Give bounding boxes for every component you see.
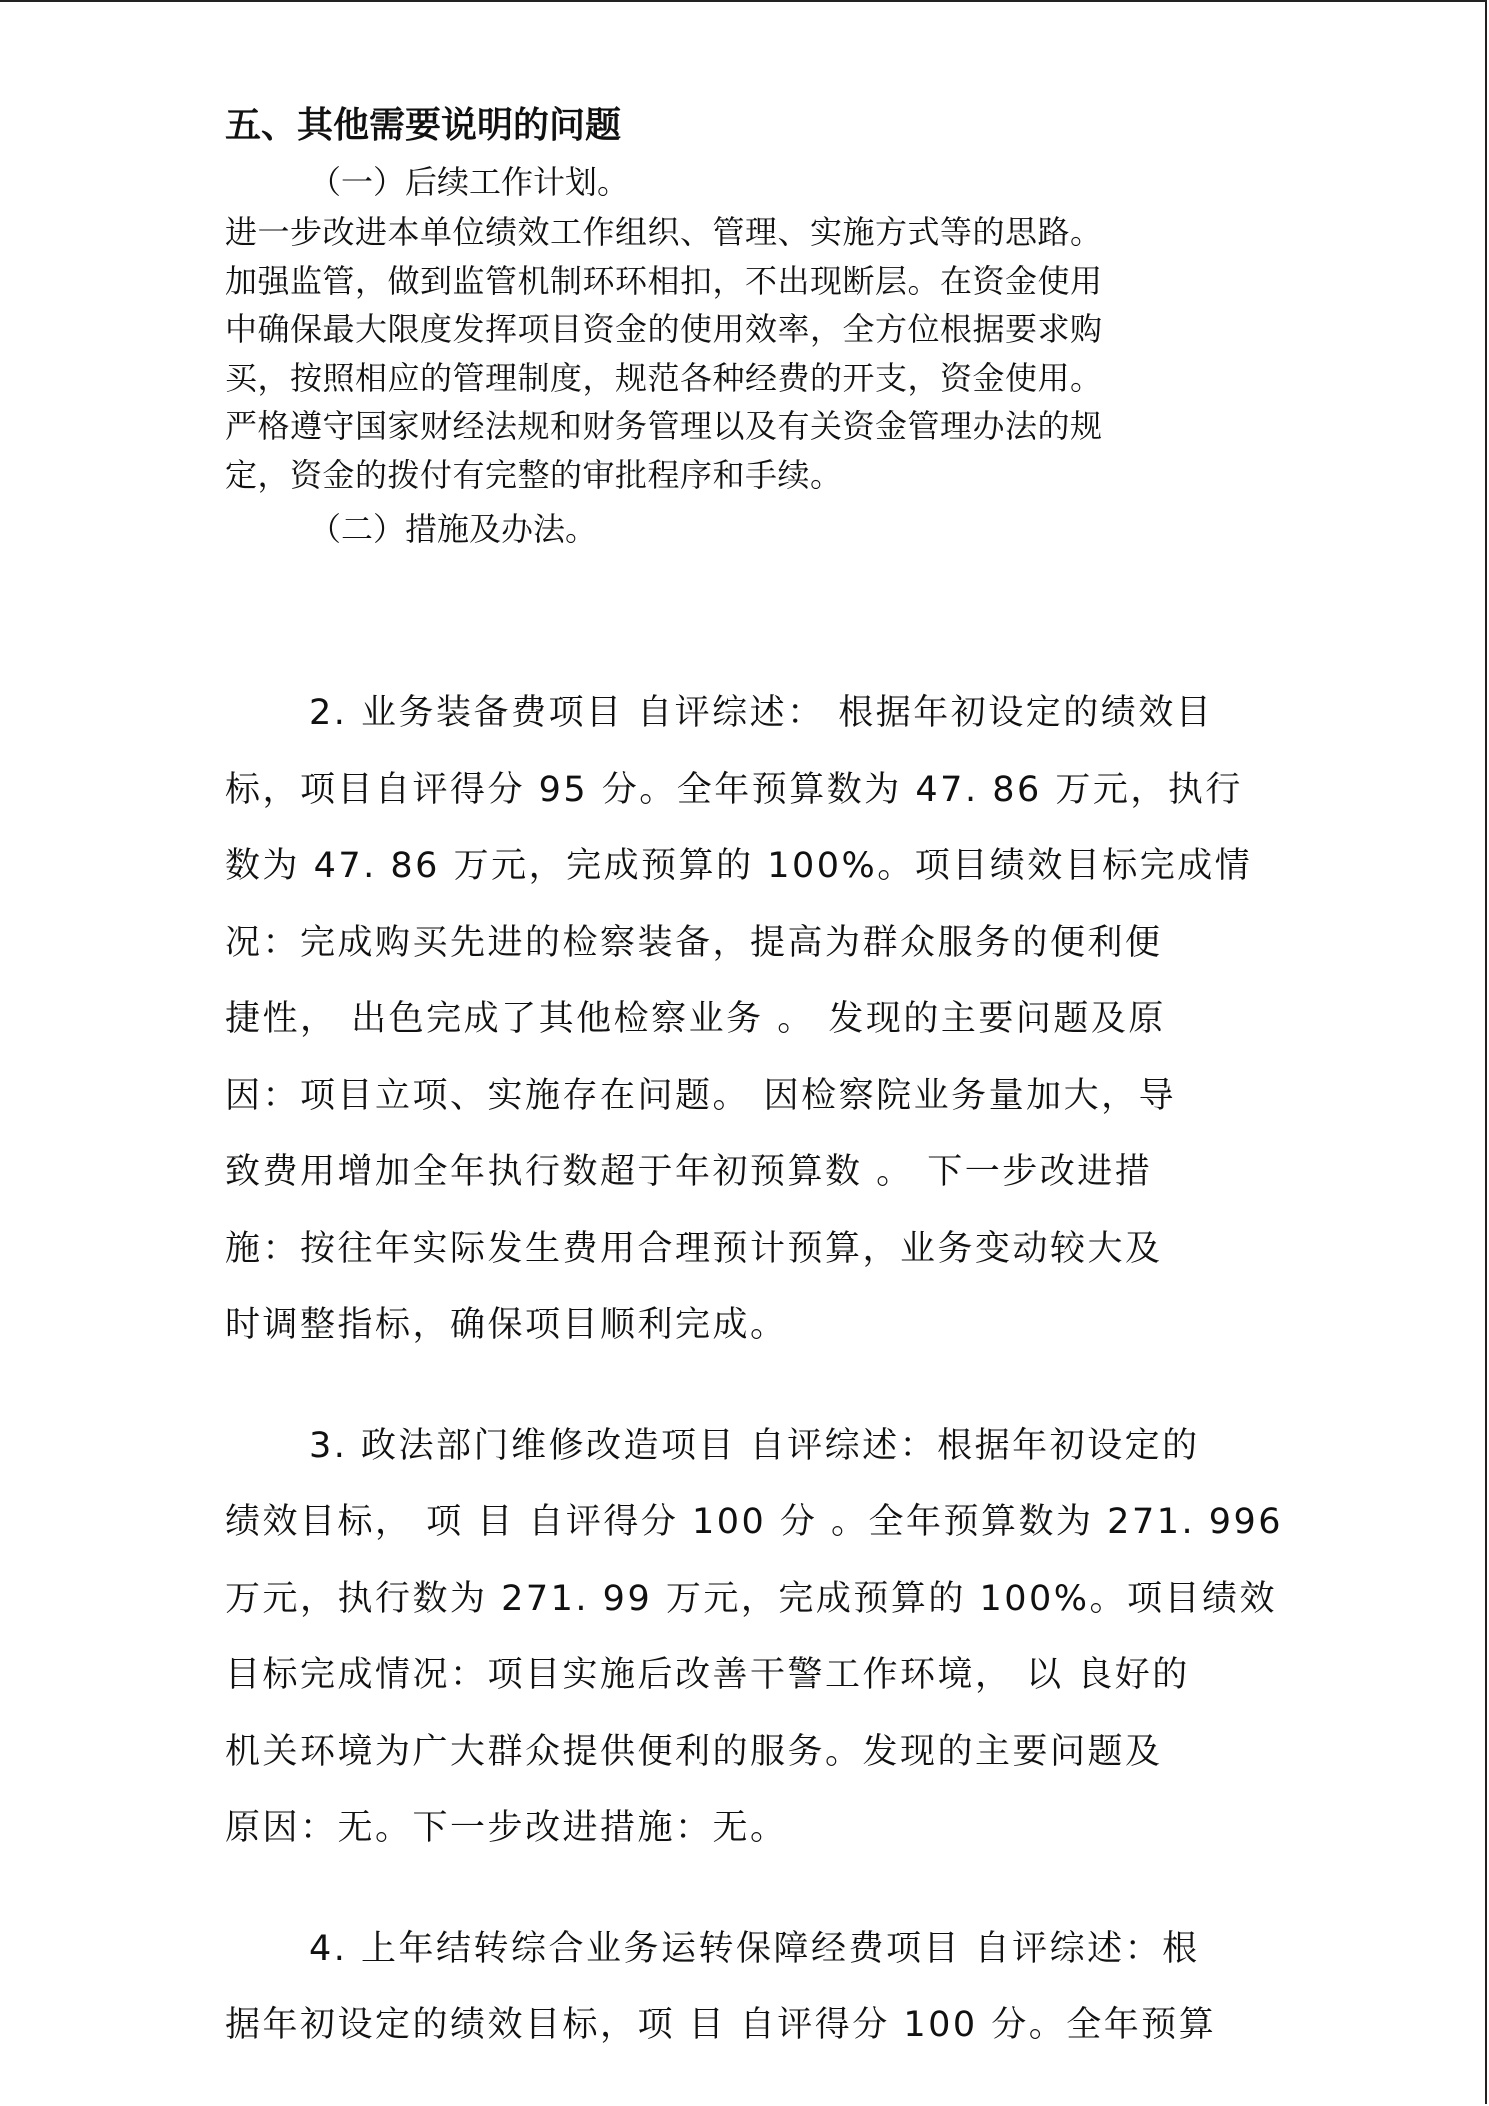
item-line: 万元，执行数为 271. 99 万元，完成预算的 100%。项目绩效 — [225, 1578, 1278, 1619]
plan-line: 进一步改进本单位绩效工作组织、管理、实施方式等的思路。 — [225, 213, 1103, 251]
item-line: 绩效目标， 项 目 自评得分 100 分 。全年预算数为 271. 996 — [225, 1502, 1284, 1542]
item-line: 3. 政法部门维修改造项目 自评综述：根据年初设定的 — [309, 1425, 1200, 1466]
item-line: 2. 业务装备费项目 自评综述： 根据年初设定的绩效目 — [309, 693, 1214, 733]
item-line: 致费用增加全年执行数超于年初预算数 。 下一步改进措 — [225, 1152, 1153, 1192]
item-line: 原因：无。下一步改进措施：无。 — [225, 1808, 788, 1848]
item-line: 时调整指标，确保项目顺利完成。 — [225, 1305, 788, 1345]
item-line: 因：项目立项、实施存在问题。 因检察院业务量加大，导 — [225, 1075, 1177, 1116]
document-body — [225, 100, 1284, 2064]
plan-line: 加强监管，做到监管机制环环相扣，不出现断层。在资金使用 — [225, 261, 1103, 300]
item-line: 捷性， 出色完成了其他检察业务 。 发现的主要问题及原 — [225, 999, 1166, 1039]
plan-line: 中确保最大限度发挥项目资金的使用效率，全方位根据要求购 — [225, 310, 1103, 348]
item-line: 标，项目自评得分 95 分。全年预算数为 47. 86 万元，执行 — [225, 769, 1243, 810]
plan-line: 定，资金的拨付有完整的审批程序和手续。 — [225, 455, 843, 494]
item-line: 目标完成情况：项目实施后改善干警工作环境， 以 良好的 — [225, 1655, 1190, 1695]
blank-space — [225, 553, 1265, 675]
paragraph-gap — [225, 1867, 1265, 1911]
item-line: 数为 47. 86 万元，完成预算的 100%。项目绩效目标完成情 — [225, 846, 1253, 886]
plan-paragraph — [225, 208, 1265, 499]
section-heading: 五、其他需要说明的问题 — [225, 105, 622, 146]
item-line: 机关环境为广大群众提供便利的服务。发现的主要问题及 — [225, 1731, 1163, 1772]
paragraph-gap — [225, 1364, 1265, 1408]
plan-line: 买，按照相应的管理制度，规范各种经费的开支，资金使用。 — [225, 358, 1103, 397]
project-item-2 — [225, 675, 1265, 1364]
item-line: 据年初设定的绩效目标，项 目 自评得分 100 分。全年预算 — [225, 2005, 1217, 2045]
item-line: 施：按往年实际发生费用合理预计预算，业务变动较大及 — [225, 1228, 1163, 1269]
item-line: 况：完成购买先进的检察装备，提高为群众服务的便利便 — [225, 922, 1163, 963]
project-item-3 — [225, 1408, 1284, 1867]
project-item-4 — [225, 1911, 1265, 2064]
sub-heading-plan: （一）后续工作计划。 — [309, 163, 630, 201]
item-line: 4. 上年结转综合业务运转保障经费项目 自评综述：根 — [309, 1928, 1200, 1969]
sub-heading-measures: （二）措施及办法。 — [309, 510, 598, 548]
plan-line: 严格遵守国家财经法规和财务管理以及有关资金管理办法的规 — [225, 407, 1103, 445]
